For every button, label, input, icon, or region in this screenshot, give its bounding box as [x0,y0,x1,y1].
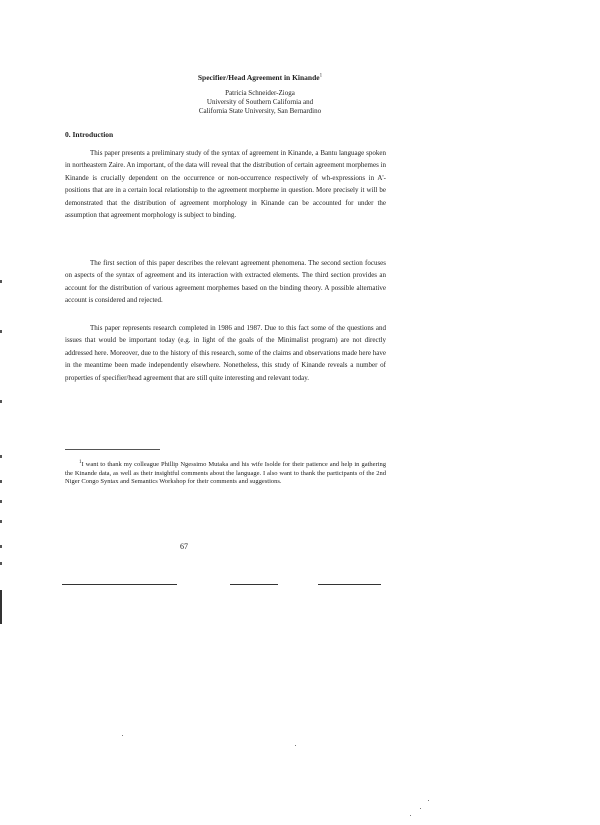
edge-bar [0,590,2,624]
scan-speck [420,808,421,809]
edge-mark [0,480,2,483]
edge-mark [0,500,2,503]
edge-mark [0,520,2,523]
scan-speck [295,745,296,746]
scan-speck [410,815,411,816]
scan-line-left [62,584,177,585]
section-heading: 0. Introduction [65,130,114,139]
edge-mark [0,455,2,458]
author-affiliation-2: California State University, San Bernardino [198,107,322,115]
paper-title-text: Specifier/Head Agreement in Kinande [197,73,320,82]
footnote [65,459,386,487]
edge-mark [0,562,2,565]
author-affiliation-1: University of Southern California and [206,98,314,106]
paragraph-3: This paper represents research completed in 1986 and 1987. Due to this fact some of the questions and issues that would be important today (e.g. in light of the goals of the Minimalist program) are not directly addressed here. Moreover, due to the history of this research, some of the claims and observations made here have in the meantime been made independently elsewhere. Nonetheless, this study of Kinande reveals a number of properties of specifier/head agreement that are still quite interesting and relevant today. [65,324,386,382]
scan-line-right [318,584,381,585]
paper-title [80,73,440,82]
scan-line-middle [230,584,278,585]
edge-mark [0,545,2,548]
paragraph-1: This paper presents a preliminary study of the syntax of agreement in Kinande, a Bantu language spoken in northeastern Zaire. An important, of the data will reveal that the distribution of certain agreement morphemes in Kinande is crucially dependent on the occurrence or non-occurrence respectively of wh-expressions in A'-positions that are in a certain local relationship to the agreement morpheme in question. More precisely it will be demonstrated that the distribution of agreement morphology in Kinande can be accounted for under the assumption that agreement morphology is subject to binding. [65,149,386,220]
page-number: 67 [180,542,188,551]
edge-mark [0,330,2,333]
footnote-text: I want to thank my colleague Phillip Ngessimo Mutaka and his wife Isolde for their patience and help in gathering the Kinande data, as well as their insightful comments about the language. I also want to thank the participants of the 2nd Niger Congo Syntax and Semantics Workshop for their comments and suggestions. [65,461,386,486]
scan-speck [122,735,123,736]
edge-mark [0,400,2,403]
author-name: Patricia Schneider-Zioga [225,89,295,97]
paragraph-2: The first section of this paper describes the relevant agreement phenomena. The second section focuses on aspects of the syntax of agreement and its interaction with extracted elements. The third section provides an account for the distribution of various agreement morphemes based on the binding theory. A possible alternative account is considered and rejected. [65,259,386,305]
footnote-separator [65,449,160,450]
scan-speck [428,800,429,801]
edge-mark [0,280,2,283]
title-footnote-marker: 1 [319,73,323,79]
footnote-marker: 1 [79,460,82,465]
